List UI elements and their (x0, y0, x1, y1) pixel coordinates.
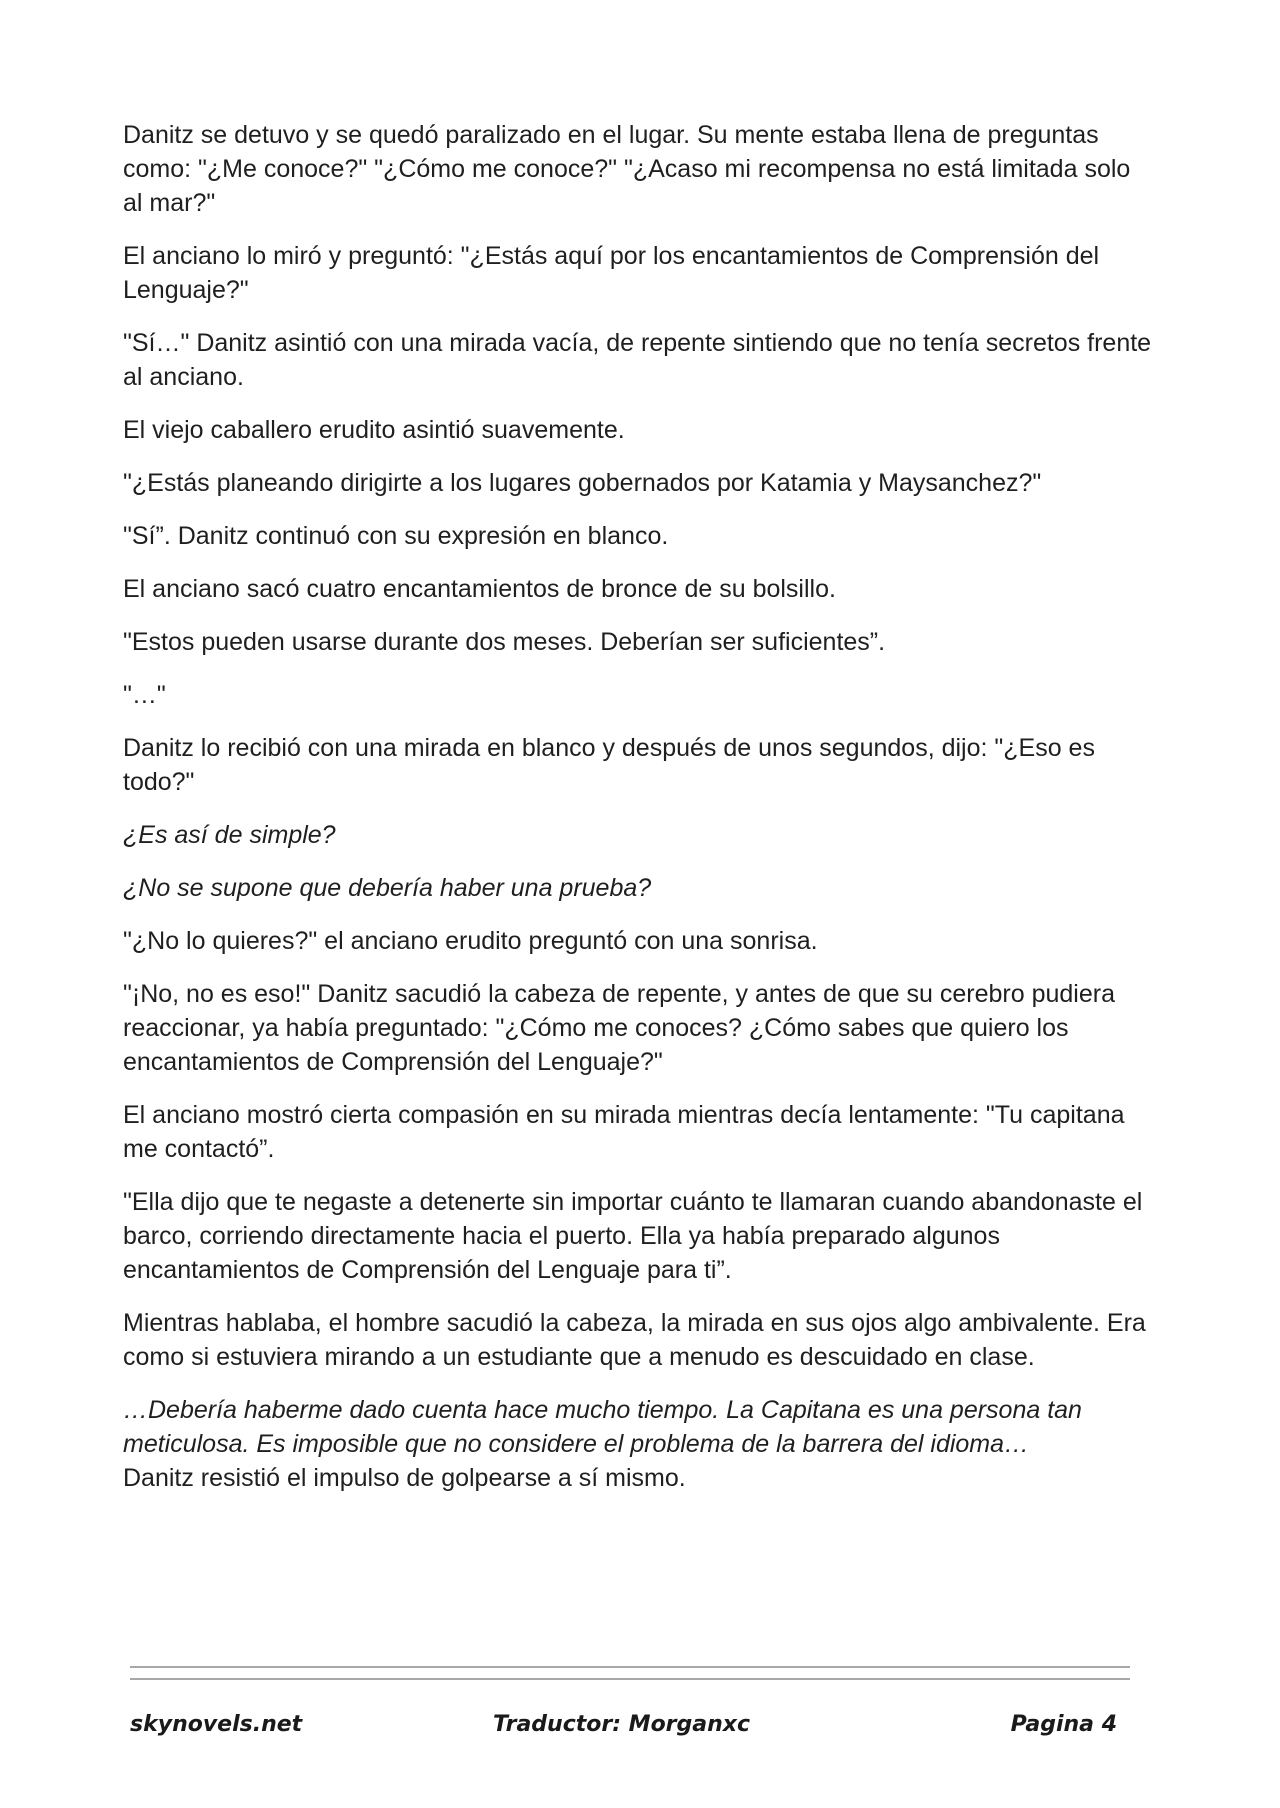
paragraph: El anciano sacó cuatro encantamientos de bronce de su bolsillo. (123, 575, 836, 603)
footer-divider-bottom (130, 1678, 1130, 1680)
footer-divider-top (130, 1666, 1130, 1668)
paragraph: El anciano lo miró y preguntó: "¿Estás aquí por los encantamientos de Comprensión del Lenguaje?" (123, 242, 1100, 304)
italic-thought: ¿Es así de simple? (123, 821, 336, 849)
paragraph: "¿No lo quieres?" el anciano erudito preguntó con una sonrisa. (123, 927, 818, 955)
page-body (123, 118, 1153, 1514)
paragraph: "¿Estás planeando dirigirte a los lugares gobernados por Katamia y Maysanchez?" (123, 469, 1042, 497)
footer-page-number: Pagina 4 (1010, 1712, 1117, 1737)
italic-thought: …Debería haberme dado cuenta hace mucho tiempo. La Capitana es una persona tan meticulosa. Es imposible que no considere el problema de la barrera del idioma… (123, 1396, 1082, 1458)
footer-site: skynovels.net (130, 1712, 303, 1737)
paragraph: El viejo caballero erudito asintió suavemente. (123, 416, 625, 444)
paragraph: "Ella dijo que te negaste a detenerte sin importar cuánto te llamaran cuando abandonaste el barco, corriendo directamente hacia el puerto. Ella ya había preparado algunos encantamientos de Comprensión del Lenguaje para ti”. (123, 1188, 1143, 1284)
footer-translator: Traductor: Morganxc (493, 1712, 751, 1737)
paragraph: "…" (123, 681, 166, 709)
paragraph: Danitz se detuvo y se quedó paralizado en el lugar. Su mente estaba llena de preguntas como: "¿Me conoce?" "¿Cómo me conoce?" "¿Acaso mi recompensa no está limitada solo al mar?" (123, 121, 1131, 217)
paragraph: "¡No, no es eso!" Danitz sacudió la cabeza de repente, y antes de que su cerebro pudiera reaccionar, ya había preguntado: "¿Cómo me conoces? ¿Cómo sabes que quiero los encantamientos de Comprensión del Lenguaje?" (123, 980, 1115, 1076)
paragraph: Danitz resistió el impulso de golpearse a sí mismo. (123, 1464, 686, 1492)
paragraph: El anciano mostró cierta compasión en su mirada mientras decía lentamente: "Tu capitana me contactó”. (123, 1101, 1125, 1163)
paragraph: "Estos pueden usarse durante dos meses. Deberían ser suficientes”. (123, 628, 886, 656)
paragraph: Danitz lo recibió con una mirada en blanco y después de unos segundos, dijo: "¿Eso es todo?" (123, 734, 1095, 796)
paragraph: "Sí…" Danitz asintió con una mirada vacía, de repente sintiendo que no tenía secretos frente al anciano. (123, 329, 1152, 391)
italic-thought: ¿No se supone que debería haber una prueba? (123, 874, 652, 902)
paragraph: "Sí”. Danitz continuó con su expresión en blanco. (123, 522, 669, 550)
paragraph: Mientras hablaba, el hombre sacudió la cabeza, la mirada en sus ojos algo ambivalente. Era como si estuviera mirando a un estudiante que a menudo es descuidado en clase. (123, 1309, 1146, 1371)
